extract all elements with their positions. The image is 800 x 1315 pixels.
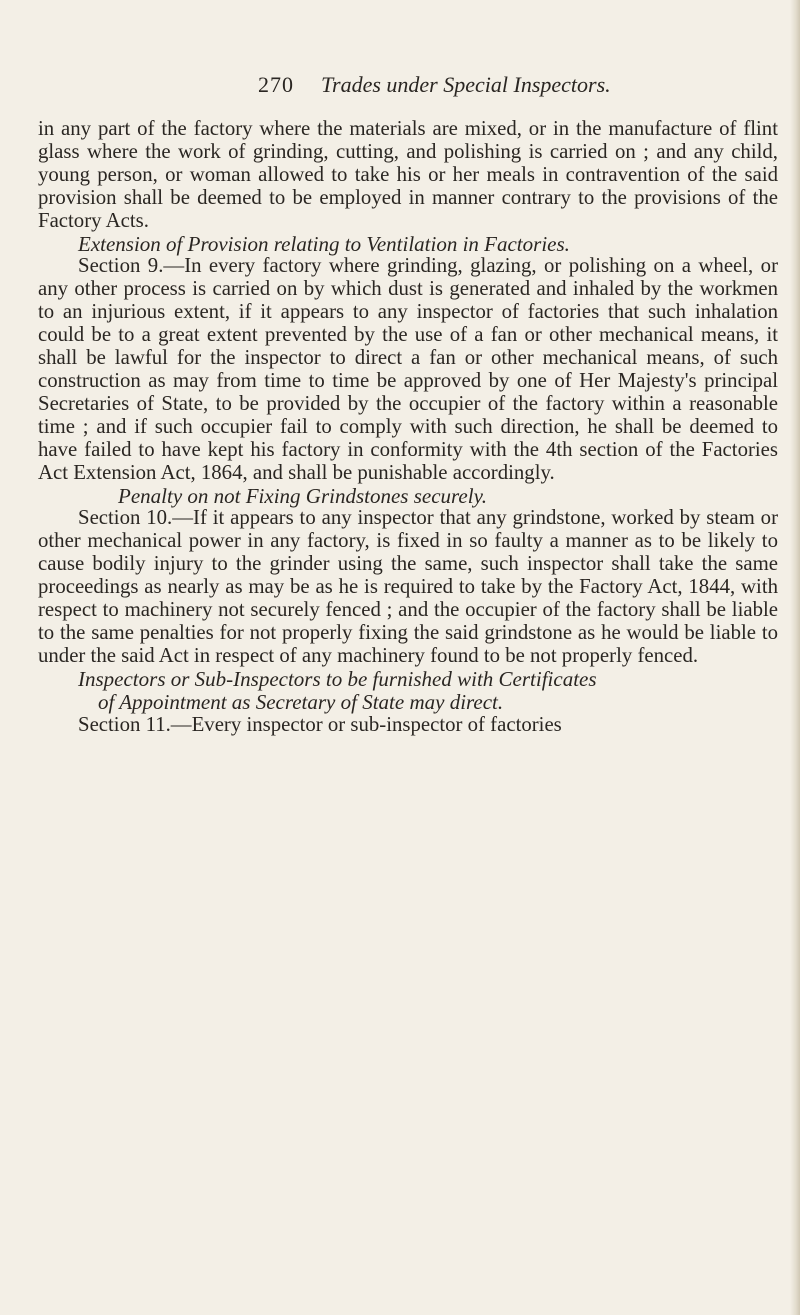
body-text bbox=[38, 118, 778, 736]
heading-ventilation: Extension of Provision relating to Ventilation in Factories. bbox=[78, 231, 570, 256]
heading-certificates-line-1: Inspectors or Sub-Inspectors to be furnished with Certificates bbox=[78, 666, 597, 691]
page-edge-shadow bbox=[790, 0, 800, 1315]
paragraph-opening: in any part of the factory where the materials are mixed, or in the manufacture of flint glass where the work of grinding, cutting, and polishing is carried on ; and any child, young person, or woman allowed to take his or her meals in contravention of the said provision shall be deemed to be employed in manner contrary to the provisions of the Factory Acts. bbox=[38, 117, 778, 232]
paragraph-section-9: Section 9.—In every factory where grinding, glazing, or polishing on a wheel, or any other process is carried on by which dust is generated and inhaled by the workmen to an injurious extent, if it appears to any inspector of factories that such inhalation could be to a great extent prevented by the use of a fan or other mechanical means, it shall be lawful for the inspector to direct a fan or other mechanical means, of such construction as may from time to time be approved by one of Her Majesty's principal Secretaries of State, to be provided by the occupier of the factory within a reasonable time ; and if such occupier fail to comply with such direction, he shall be deemed to have failed to have kept his factory in conformity with the 4th section of the Factories Act Extension Act, 1864, and shall be punishable accordingly. bbox=[38, 254, 778, 484]
heading-grindstones: Penalty on not Fixing Grindstones securely. bbox=[118, 483, 487, 508]
heading-certificates bbox=[38, 668, 778, 714]
running-head bbox=[38, 72, 778, 108]
paragraph-section-10: Section 10.—If it appears to any inspector that any grindstone, worked by steam or other mechanical power in any factory, is fixed in so faulty a manner as to be likely to cause bodily injury to the grinder using the same, such inspector shall take the same proceedings as nearly as may be as he is required to take by the Factory Act, 1844, with respect to machinery not securely fenced ; and the occupier of the factory shall be liable to the same penalties for not properly fixing the said grindstone as he would be liable to under the said Act in respect of any machinery found to be not properly fenced. bbox=[38, 506, 778, 667]
heading-certificates-line-2: of Appointment as Secretary of State may direct. bbox=[98, 689, 504, 714]
page-number: 270 bbox=[258, 72, 294, 97]
running-title: Trades under Special Inspectors. bbox=[321, 72, 611, 97]
paragraph-section-11: Section 11.—Every inspector or sub-inspector of factories bbox=[78, 712, 562, 736]
